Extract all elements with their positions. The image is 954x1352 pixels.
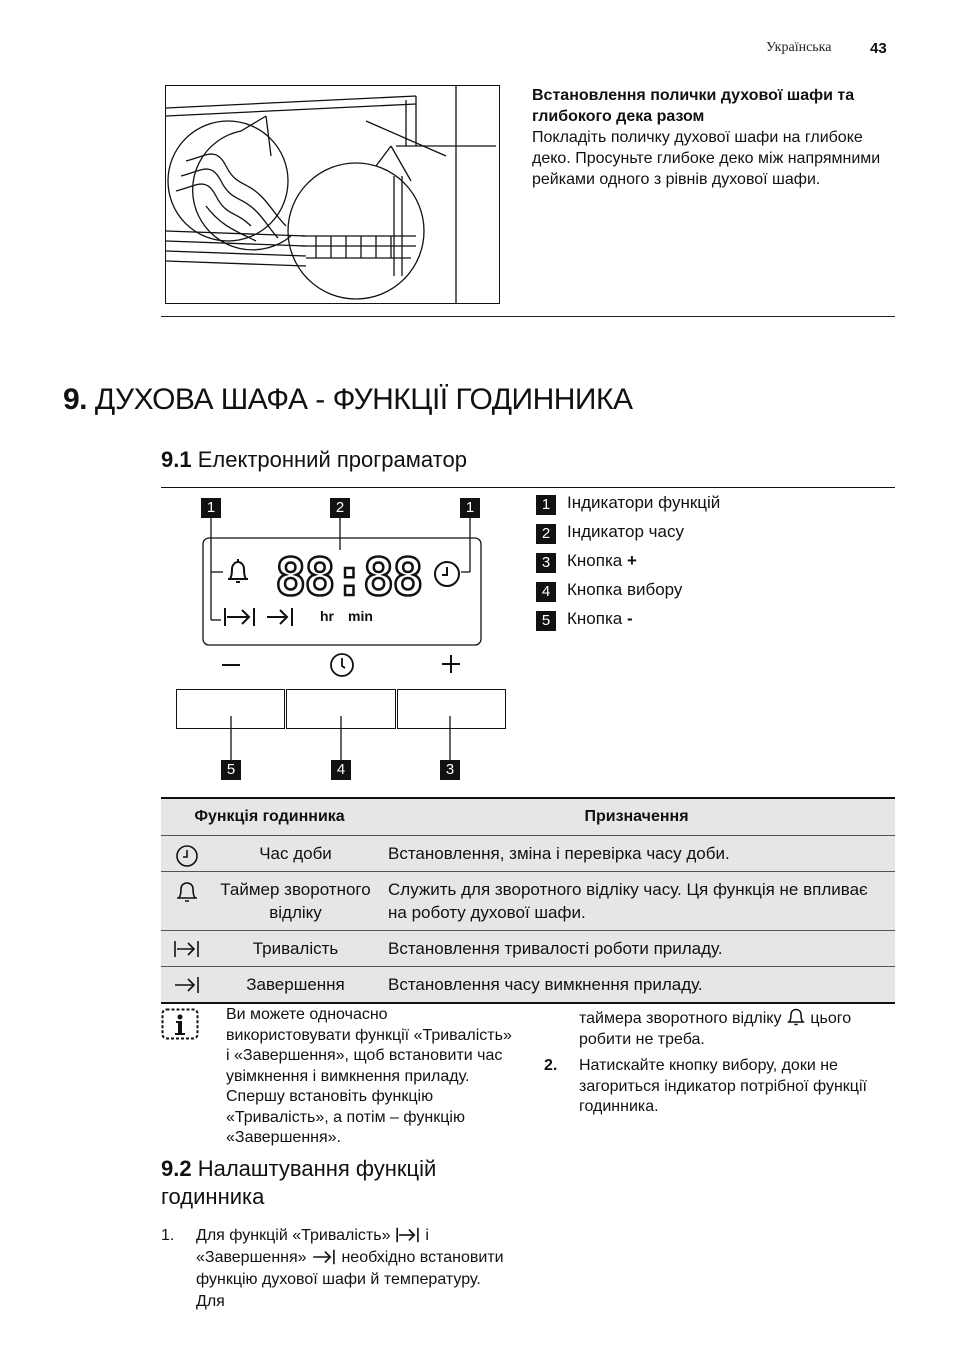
function-name: Тривалість	[252, 939, 339, 958]
function-name: Таймер зворотного відліку	[220, 880, 371, 922]
list-item	[161, 1225, 506, 1313]
callout-select-button: 4	[331, 760, 351, 780]
list-text-c: необхідно встановити функцію духової шафи й температуру. Для	[196, 1249, 504, 1310]
callout-function-indicator-left: 1	[201, 498, 221, 518]
legend-item	[536, 522, 896, 551]
end-icon	[173, 975, 201, 995]
bell-icon	[225, 558, 251, 586]
table-row	[161, 967, 895, 1004]
clock-icon	[175, 844, 199, 868]
legend-text-symbol: -	[626, 609, 633, 628]
subsection-heading-2	[161, 1155, 481, 1211]
legend-text: Індикатор часу	[567, 522, 684, 541]
legend-text: Кнопка вибору	[567, 580, 683, 599]
subsection-number: 9.2	[161, 1156, 192, 1181]
callout-plus-button: 3	[440, 760, 460, 780]
list-number: 1.	[161, 1227, 175, 1244]
list-item-continued	[544, 1007, 894, 1050]
shelf-illustration	[165, 85, 500, 304]
subsection-heading	[161, 447, 467, 473]
legend-item	[536, 551, 896, 580]
table-row	[161, 836, 895, 872]
legend-text: Індикатори функцій	[567, 493, 721, 512]
list-text: Натискайте кнопку вибору, доки не загориться індикатор потрібної функції годинника.	[579, 1057, 867, 1115]
divider	[161, 487, 895, 488]
callout-minus-button: 5	[221, 760, 241, 780]
legend-text-symbol: +	[626, 551, 637, 570]
legend-text-main: Кнопка	[567, 551, 627, 570]
function-name: Час доби	[259, 844, 332, 863]
select-clock-icon	[329, 652, 355, 678]
divider	[161, 316, 895, 317]
list-number: 2.	[544, 1057, 558, 1074]
duration-icon	[223, 606, 257, 628]
legend	[536, 493, 896, 638]
subsection-number: 9.1	[161, 447, 192, 472]
time-display: 88:88	[275, 548, 422, 608]
plus-button[interactable]	[397, 689, 506, 729]
control-panel-diagram	[161, 490, 521, 790]
legend-item	[536, 580, 896, 609]
hr-label: hr	[320, 608, 334, 624]
legend-number: 1	[536, 495, 556, 515]
continued-text-b: цього робити не треба.	[579, 1010, 852, 1048]
minus-button[interactable]	[176, 689, 285, 729]
list-text-a: Для функцій «Тривалість»	[196, 1227, 391, 1244]
minus-icon	[220, 654, 242, 676]
subsection-title: Електронний програматор	[197, 447, 467, 472]
legend-text-main: Кнопка	[567, 609, 627, 628]
list-text-b: і «Завершення»	[196, 1227, 429, 1266]
list-item	[544, 1056, 894, 1118]
intro-body: Покладіть поличку духової шафи на глибоке деко. Просуньте глибоке деко між напрямними рейками одного з рівнів духової шафи.	[532, 129, 881, 188]
duration-icon	[173, 939, 201, 959]
section-number: 9.	[63, 383, 88, 416]
oven-shelf-drawing	[166, 86, 500, 304]
function-purpose: Встановлення тривалості роботи приладу.	[388, 939, 723, 958]
header-purpose: Призначення	[584, 808, 689, 825]
page-number: 43	[870, 40, 887, 57]
duration-icon	[395, 1226, 421, 1244]
table-row	[161, 931, 895, 967]
end-icon	[265, 606, 295, 628]
bell-icon	[786, 1007, 806, 1027]
section-heading	[63, 383, 632, 417]
legend-item	[536, 609, 896, 638]
right-column	[544, 1007, 894, 1118]
callout-function-indicator-right: 1	[460, 498, 480, 518]
legend-number: 4	[536, 582, 556, 602]
intro-text	[532, 85, 892, 190]
end-icon	[311, 1248, 337, 1266]
legend-text	[567, 609, 633, 629]
section-title: ДУХОВА ШАФА - ФУНКЦІЇ ГОДИННИКА	[94, 383, 633, 416]
bell-icon	[175, 880, 199, 904]
header-function: Функція годинника	[194, 808, 345, 825]
continued-text-a: таймера зворотного відліку	[579, 1010, 782, 1027]
legend-text	[567, 551, 637, 571]
function-name: Завершення	[246, 975, 345, 994]
legend-number: 5	[536, 611, 556, 631]
callout-time-indicator: 2	[330, 498, 350, 518]
table-header	[161, 799, 895, 836]
min-label: min	[348, 608, 373, 624]
panel-lines	[161, 490, 521, 790]
header-language: Українська	[766, 40, 832, 55]
subsection-title: Налаштування функцій годинника	[161, 1156, 437, 1209]
clock-icon	[433, 560, 461, 588]
legend-number: 2	[536, 524, 556, 544]
info-icon	[161, 1008, 199, 1040]
plus-icon	[440, 653, 462, 675]
function-purpose: Служить для зворотного відліку часу. Ця функція не впливає на роботу духової шафи.	[388, 880, 868, 922]
table-row	[161, 872, 895, 931]
function-purpose: Встановлення, зміна і перевірка часу доби.	[388, 844, 730, 863]
legend-item	[536, 493, 896, 522]
clock-functions-table	[161, 797, 895, 1004]
info-note: Ви можете одночасно використовувати функції «Тривалість» і «Завершення», щоб встановити час увімкнення і вимкнення приладу. Спершу встановіть функцію «Тривалість», а потім – функцію «Завершення».	[226, 1006, 512, 1146]
intro-title: Встановлення полички духової шафи та глибокого дека разом	[532, 87, 855, 125]
legend-number: 3	[536, 553, 556, 573]
function-purpose: Встановлення часу вимкнення приладу.	[388, 975, 703, 994]
select-button[interactable]	[286, 689, 396, 729]
